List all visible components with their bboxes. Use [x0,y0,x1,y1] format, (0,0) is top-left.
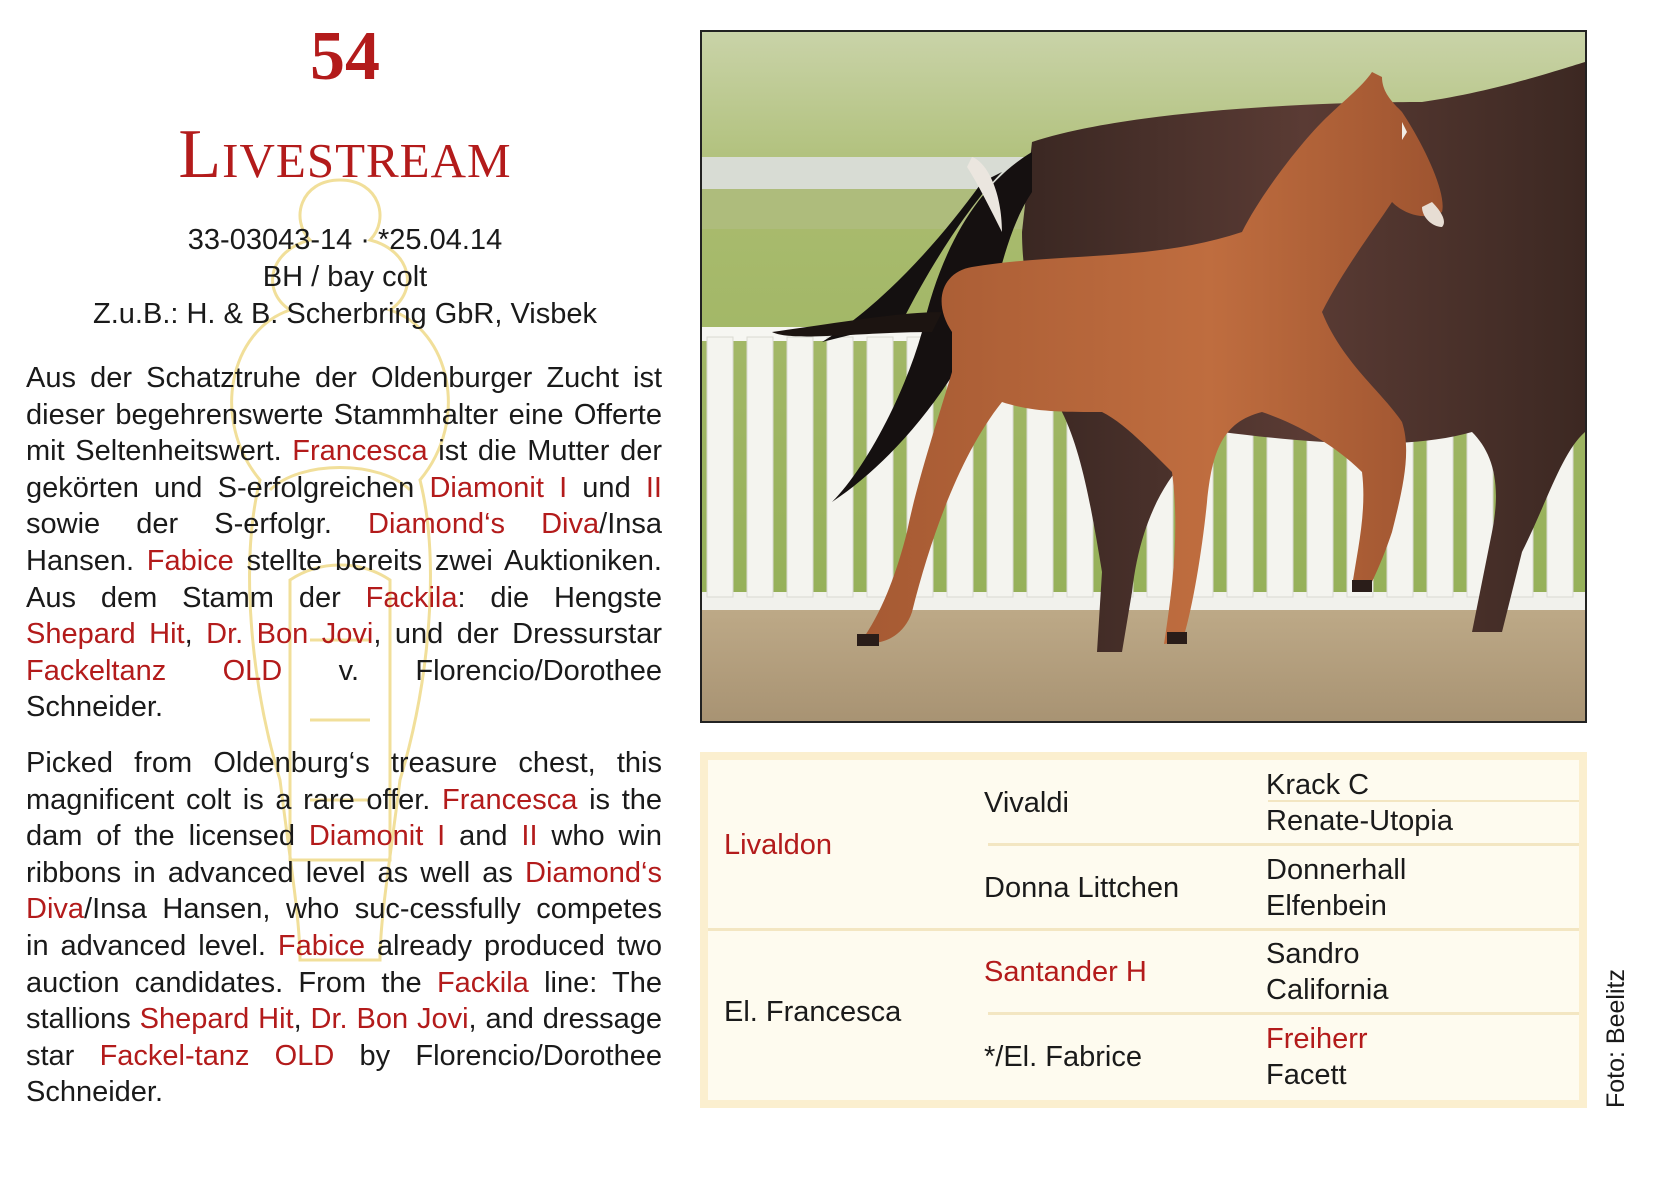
desc-text: , and dressage star [26,1003,662,1072]
pedigree-sire-sire-dam: Renate-Utopia [1266,805,1453,837]
pedigree-sire-dam-dam: Elfenbein [1266,890,1387,922]
pedigree-sire-sire-sire: Krack C [1266,769,1370,801]
description-german [26,360,662,726]
pedigree-dam-dam-dam: Facett [1266,1059,1347,1091]
horse-link-name: Francesca [292,435,428,468]
desc-text: already produced two auction candidates. From the [26,929,663,999]
desc-text: /Insa Hansen, who suc-cessfully competes in advanced level. [26,893,662,962]
description-english [26,745,662,1111]
horse-info [0,222,690,333]
desc-text: /Insa Hansen. [26,508,663,577]
desc-text: : die Hengste [457,581,662,614]
desc-text: sowie der S-erfolgr. [26,508,369,541]
breeder-line: Z.u.B.: H. & B. Scherbring GbR, Visbek [93,298,597,330]
horse-link-name: Dr. Bon Jovi [310,1003,469,1036]
photo-credit: Foto: Beelitz [1602,969,1630,1108]
desc-text: , [293,1003,311,1036]
pedigree-dam-sire-dam: California [1266,974,1389,1006]
desc-text: , [184,618,207,651]
pedigree-dam-sire-sire: Sandro [1266,938,1360,970]
desc-text: who win ribbons in advanced level as well as [26,820,662,889]
horse-link-name: II [521,820,538,853]
desc-text: v. Florencio/Dorothee Schneider. [26,654,662,724]
desc-text: , und der Dressurstar [373,618,662,651]
pedigree-divider [988,1012,1579,1015]
horse-link-name: Diamond‘s Diva [368,508,600,541]
pedigree-divider [988,843,1579,846]
pedigree-dam-dam-sire: Freiherr [1266,1023,1368,1055]
registration-line: 33-03043-14 · *25.04.14 [187,224,503,256]
pedigree-sire-dam: Donna Littchen [984,872,1180,904]
horse-link-name: Dr. Bon Jovi [206,618,374,651]
horse-link-name: II [645,471,662,504]
desc-text: Picked from Oldenburg‘s treasure chest, this magnificent colt is a rare offer. [26,747,662,816]
horse-link-name: Shepard Hit [26,618,185,651]
pedigree-divider [708,928,1579,931]
horse-name: Livestream [178,116,512,193]
horse-link-name: Shepard Hit [139,1003,294,1036]
pedigree-table [700,752,1587,1108]
pedigree-sire-dam-sire: Donnerhall [1266,854,1407,886]
desc-text: by Florencio/Dorothee Schneider. [26,1039,662,1109]
horse-link-name: Fabice [277,929,365,962]
desc-text: und [567,471,646,504]
pedigree-dam: El. Francesca [724,996,902,1028]
pedigree-dam-dam: */El. Fabrice [984,1041,1142,1073]
horse-link-name: Diamonit I [308,820,446,853]
horse-link-name: Fackila [436,966,529,999]
pedigree-grid [708,760,1579,1100]
horse-link-name: Fabice [146,544,234,577]
horse-link-name: Fackila [365,581,458,614]
horse-link-name: Fackeltanz OLD [26,654,283,687]
desc-text: stellte bereits zwei Auktioniken. Aus dem Stamm der [26,544,662,614]
horse-photo [700,30,1587,723]
horse-link-name: Francesca [442,783,578,816]
foal-and-mare-image [702,32,1585,721]
horse-link-name: Diamond‘s Diva [26,856,662,926]
lot-number: 54 [310,18,380,95]
horse-link-name: Fackel-tanz OLD [99,1039,335,1072]
color-line: BH / bay colt [262,261,428,293]
desc-text: is the dam of the licensed [26,783,663,853]
desc-text: and [445,820,522,853]
desc-text: line: The stallions [26,966,663,1036]
desc-text: Aus der Schatztruhe der Oldenburger Zucht ist dieser begehrenswerte Stammhalter eine Offerte mit Seltenheitswert. [26,362,662,468]
horse-link-name: Diamonit I [429,471,568,504]
desc-text: ist die Mutter der gekörten und S-erfolgreichen [26,435,662,504]
pedigree-dam-sire: Santander H [984,956,1147,988]
pedigree-sire-sire: Vivaldi [984,787,1069,819]
pedigree-sire: Livaldon [724,829,833,861]
